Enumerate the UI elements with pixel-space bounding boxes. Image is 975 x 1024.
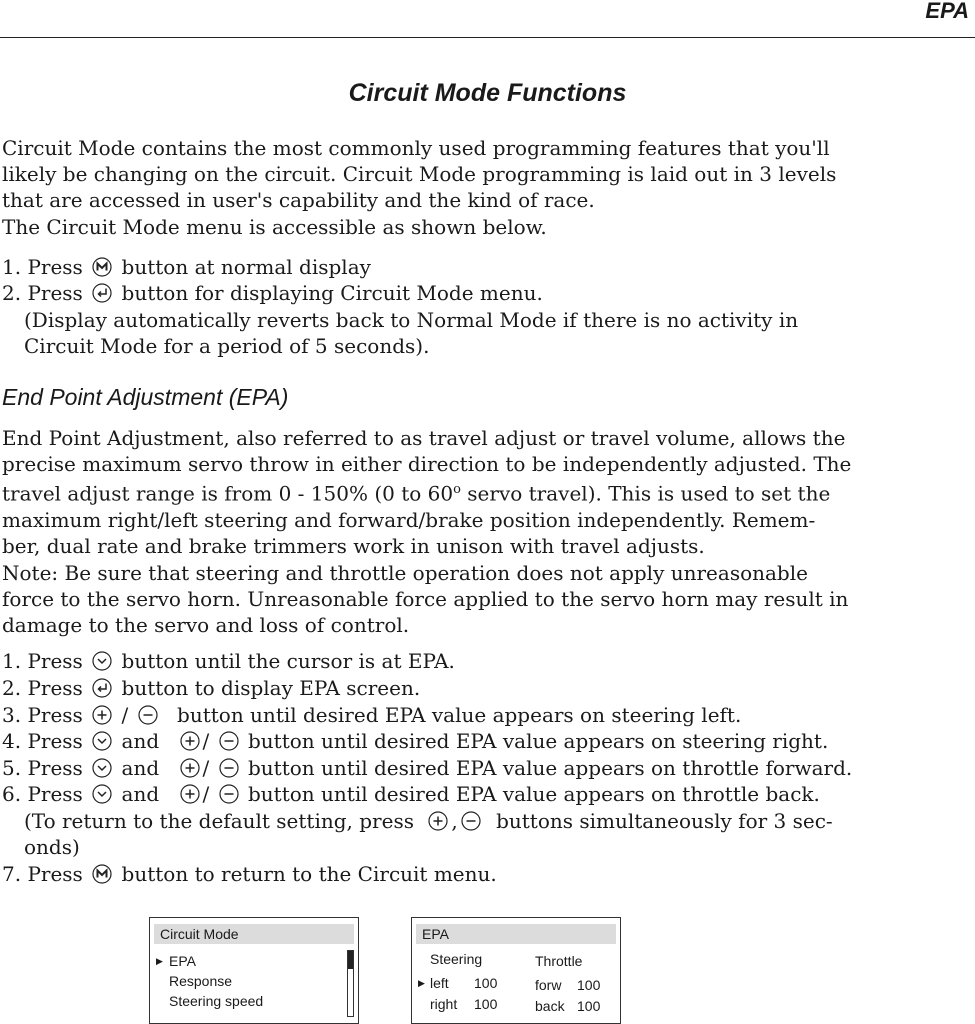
epa-step-4: 4. Press and / button until desired EPA value appears on steering right. bbox=[2, 729, 829, 753]
lcd-circuit-mode bbox=[149, 917, 359, 1024]
lcd-epa-steering-label: Steering bbox=[430, 951, 483, 967]
lcd-epa-right-label: right bbox=[430, 996, 458, 1012]
lcd-circuit-item: Response bbox=[169, 973, 233, 989]
epa-step-6: 6. Press and / button until desired EPA value appears on throttle back. bbox=[2, 782, 820, 806]
plus-icon bbox=[180, 784, 200, 804]
lcd-epa bbox=[411, 917, 621, 1024]
intro-line: Circuit Mode contains the most commonly used programming features that you'll bbox=[2, 136, 830, 160]
minus-icon bbox=[219, 731, 239, 751]
plus-icon bbox=[180, 758, 200, 778]
lcd-circuit-item: Steering speed bbox=[169, 993, 264, 1009]
mode-m-icon bbox=[92, 257, 112, 277]
plus-icon bbox=[180, 731, 200, 751]
epa-line: damage to the servo and loss of control. bbox=[2, 613, 410, 638]
minus-icon bbox=[461, 811, 481, 831]
lcd-epa-title: EPA bbox=[416, 924, 616, 944]
intro-line: likely be changing on the circuit. Circuit Mode programming is laid out in 3 levels bbox=[2, 162, 837, 187]
minus-icon bbox=[138, 705, 158, 725]
intro-step-1: 1. Press button at normal display bbox=[2, 255, 371, 279]
epa-line: maximum right/left steering and forward/brake position independently. Remem- bbox=[2, 508, 816, 533]
epa-step-5: 5. Press and / button until desired EPA value appears on throttle forward. bbox=[2, 756, 853, 780]
page-title: Circuit Mode Functions bbox=[348, 79, 627, 107]
epa-step-1: 1. Press button until the cursor is at EPA. bbox=[2, 649, 455, 673]
minus-icon bbox=[219, 784, 239, 804]
header-title: EPA bbox=[925, 0, 969, 23]
epa-line: force to the servo horn. Unreasonable force applied to the servo horn may result in bbox=[2, 586, 849, 611]
plus-icon bbox=[428, 811, 448, 831]
lcd-epa-forw-label: forw bbox=[535, 977, 562, 993]
epa-default-note: (To return to the default setting, press , buttons simultaneously for 3 sec- onds) bbox=[24, 809, 833, 859]
lcd-circuit-title: Circuit Mode bbox=[154, 924, 354, 944]
epa-line: precise maximum servo throw in either direction to be independently adjusted. The bbox=[2, 452, 852, 477]
minus-icon bbox=[219, 758, 239, 778]
enter-icon bbox=[92, 283, 112, 303]
epa-line: Note: Be sure that steering and throttle operation does not apply unreasonable bbox=[2, 560, 808, 585]
mode-m-icon bbox=[92, 864, 112, 884]
lcd-epa-forw-value: 100 bbox=[577, 977, 601, 993]
intro-paragraph bbox=[2, 135, 972, 240]
lcd-epa-left-value: 100 bbox=[474, 975, 498, 991]
lcd-circuit-item: EPA bbox=[169, 953, 196, 969]
lcd-epa-back-label: back bbox=[535, 998, 565, 1014]
intro-step-2: 2. Press button for displaying Circuit Mode menu. bbox=[2, 281, 543, 305]
lcd-epa-throttle-label: Throttle bbox=[535, 953, 583, 969]
epa-line-travel: travel adjust range is from 0 - 150% (0 to 60$^o$ servo travel). This is used to set the bbox=[2, 482, 831, 507]
cursor-triangle-icon: ▶ bbox=[418, 978, 425, 988]
cursor-triangle-icon: ▶ bbox=[156, 956, 163, 966]
intro-line: that are accessed in user's capability and the kind of race. bbox=[2, 188, 595, 213]
intro-note-line: Circuit Mode for a period of 5 seconds). bbox=[24, 334, 430, 358]
down-icon bbox=[92, 784, 112, 804]
epa-line: End Point Adjustment, also referred to as travel adjust or travel volume, allows the bbox=[2, 426, 846, 450]
epa-default-note-cont: onds) bbox=[24, 835, 80, 859]
lcd-epa-left-label: left bbox=[430, 975, 449, 991]
down-icon bbox=[92, 731, 112, 751]
epa-step-3: 3. Press / button until desired EPA value appears on steering left. bbox=[2, 703, 742, 727]
lcd-epa-back-value: 100 bbox=[577, 998, 601, 1014]
epa-step-7: 7. Press button to return to the Circuit menu. bbox=[2, 862, 497, 886]
epa-paragraph bbox=[2, 425, 972, 638]
lcd-scrollbar bbox=[347, 950, 354, 1017]
intro-line: The Circuit Mode menu is accessible as shown below. bbox=[2, 214, 547, 239]
intro-note-line: (Display automatically reverts back to Normal Mode if there is no activity in bbox=[24, 308, 799, 332]
section-title-epa: End Point Adjustment (EPA) bbox=[2, 384, 289, 410]
epa-line: ber, dual rate and brake trimmers work in unison with travel adjusts. bbox=[2, 534, 705, 559]
down-icon bbox=[92, 651, 112, 671]
intro-note bbox=[24, 307, 798, 359]
lcd-scroll-thumb bbox=[348, 951, 353, 969]
enter-icon bbox=[92, 678, 112, 698]
epa-step-2: 2. Press button to display EPA screen. bbox=[2, 676, 421, 700]
plus-icon bbox=[92, 705, 112, 725]
down-icon bbox=[92, 758, 112, 778]
header-divider bbox=[0, 37, 975, 38]
lcd-epa-right-value: 100 bbox=[474, 996, 498, 1012]
